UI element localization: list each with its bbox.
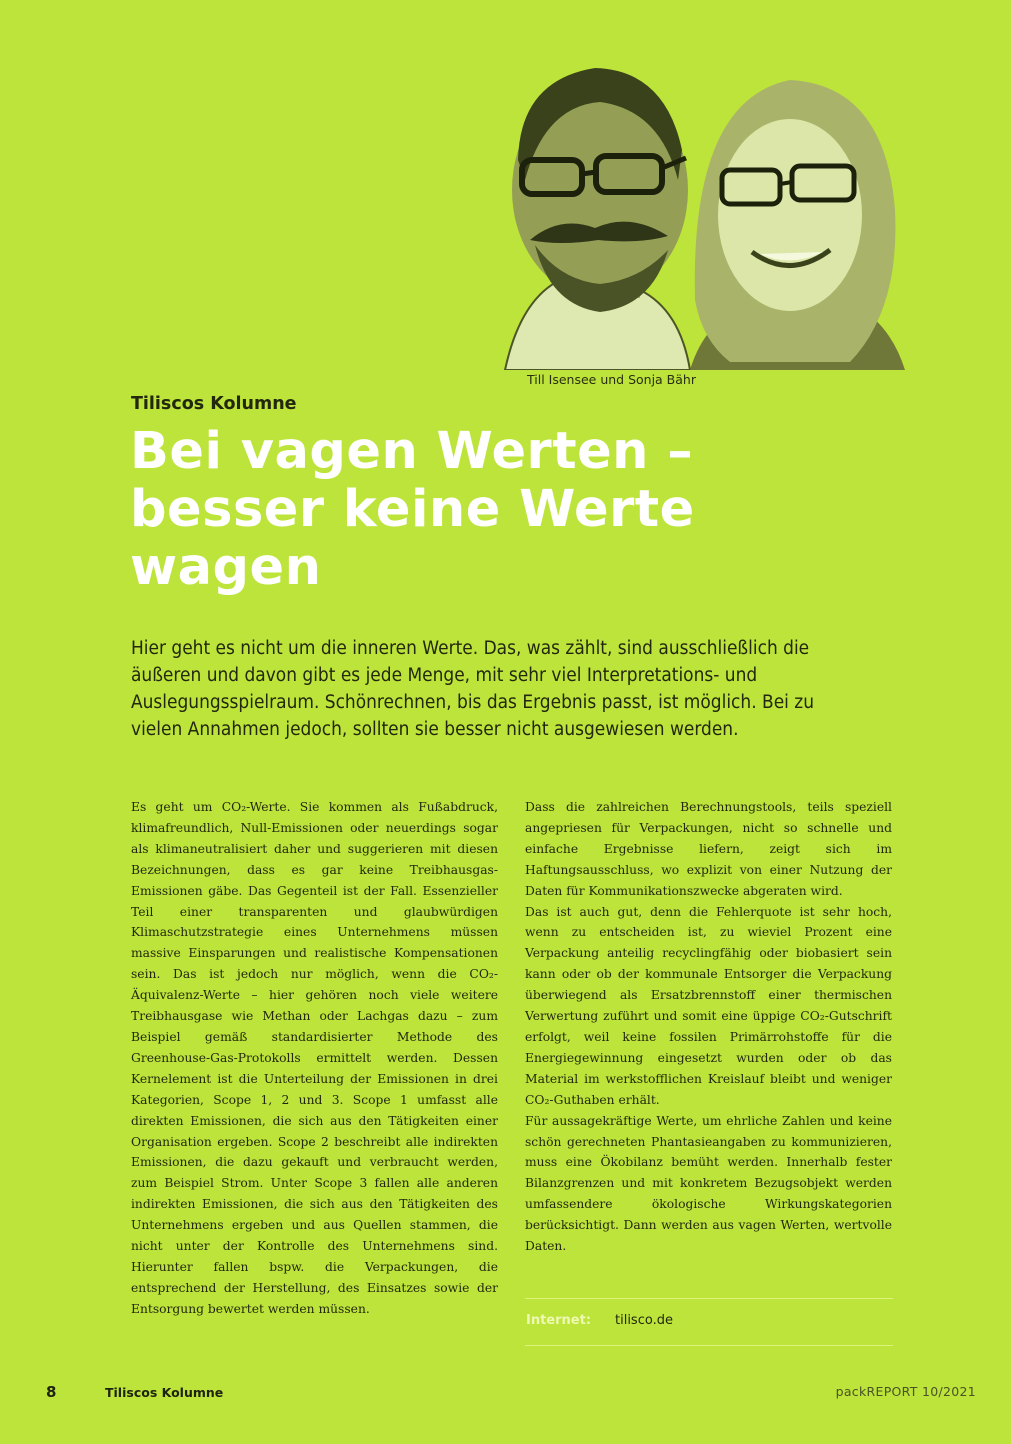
portrait-illustration <box>490 40 910 370</box>
body-paragraph: Es geht um CO₂-Werte. Sie kommen als Fußabdruck, klimafreundlich, Null-Emissionen oder neuerdings sogar als klimaneutralisiert daher und suggerieren mit diesen Bezeichnungen, dass es gar keine Treibhausgas-Emissionen gäbe. Das Gegenteil ist der Fall. Essenzieller Teil einer transparenten und glaubwürdigen Klimaschutzstrategie eines Unternehmens müssen massive Einsparungen und realistische Kompensationen sein. Das ist jedoch nur möglich, wenn die CO₂-Äquivalenz-Werte – hier gehören noch viele weitere Treibhausgase wie Methan oder Lachgas dazu – zum Beispiel gemäß standardisierter Methode des Greenhouse-Gas-Protokolls ermittelt werden. Dessen Kernelement ist die Unterteilung der Emissionen in drei Kategorien, Scope 1, 2 und 3. Scope 1 umfasst alle direkten Emissionen, die sich aus den Tätigkeiten einer Organisation ergeben. Scope 2 beschreibt alle indirekten Emissionen, die dazu gekauft und verbraucht werden, zum Beispiel Strom. Unter Scope 3 fallen alle anderen indirekten Emissionen, die sich aus den Tätigkeiten des Unternehmens ergeben und aus Quellen stammen, die nicht unter der Kontrolle des Unternehmens sind. Hierunter fallen bspw. die Verpackungen, die entsprechend der Herstellung, des Einsatzes sowie der Entsorgung bewertet werden müssen. <box>131 800 498 1316</box>
author-photo <box>490 40 910 370</box>
footer-magazine: packREPORT 10/2021 <box>835 1384 976 1399</box>
internet-link[interactable]: tilisco.de <box>615 1313 673 1328</box>
photo-caption: Till Isensee und Sonja Bähr <box>527 372 696 387</box>
internet-box <box>525 1298 893 1346</box>
page-number: 8 <box>46 1383 57 1401</box>
body-paragraph: Für aussagekräftige Werte, um ehrliche Zahlen und keine schön gerechneten Phantasieangaben zu kommunizieren, muss eine Ökobilanz bemüht werden. Innerhalb fester Bilanzgrenzen und mit konkretem Bezugsobjekt werden umfassendere ökologische Wirkungskategorien berücksichtigt. Dann werden aus vagen Werten, wertvolle Daten. <box>525 1113 892 1254</box>
internet-label: Internet: <box>526 1313 592 1328</box>
article-headline: Bei vagen Werten – besser keine Werte wagen <box>130 422 695 597</box>
body-column-right <box>525 797 892 1257</box>
body-column-left <box>131 797 498 1320</box>
footer-section-title: Tiliscos Kolumne <box>105 1385 224 1400</box>
body-paragraph: Dass die zahlreichen Berechnungstools, teils speziell angepriesen für Verpackungen, nicht so schnelle und einfache Ergebnisse liefern, zeigt sich im Haftungsausschluss, wo explizit von einer Nutzung der Daten für Kommunikationszwecke abgeraten wird. <box>525 800 892 898</box>
article-lead: Hier geht es nicht um die inneren Werte. Das, was zählt, sind ausschließlich die äußeren und davon gibt es jede Menge, mit sehr viel Interpretations- und Auslegungsspielraum. Schönrechnen, bis das Ergebnis passt, ist möglich. Bei zu vielen Annahmen jedoch, sollten sie besser nicht ausgewiesen werden. <box>131 638 815 740</box>
body-paragraph: Das ist auch gut, denn die Fehlerquote ist sehr hoch, wenn zu entscheiden ist, zu wieviel Prozent eine Verpackung anteilig recyclingfähig oder biobasiert sein kann oder ob der kommunale Entsorger die Verpackung überwiegend als Ersatzbrennstoff einer thermischen Verwertung zuführt und somit eine üppige CO₂-Gutschrift erfolgt, weil keine fossilen Primärrohstoffe für die Energiegewinnung eingesetzt wurden oder ob das Material im werkstofflichen Kreislauf bleibt und weniger CO₂-Guthaben erhält. <box>525 904 892 1107</box>
column-kicker: Tiliscos Kolumne <box>131 394 297 414</box>
